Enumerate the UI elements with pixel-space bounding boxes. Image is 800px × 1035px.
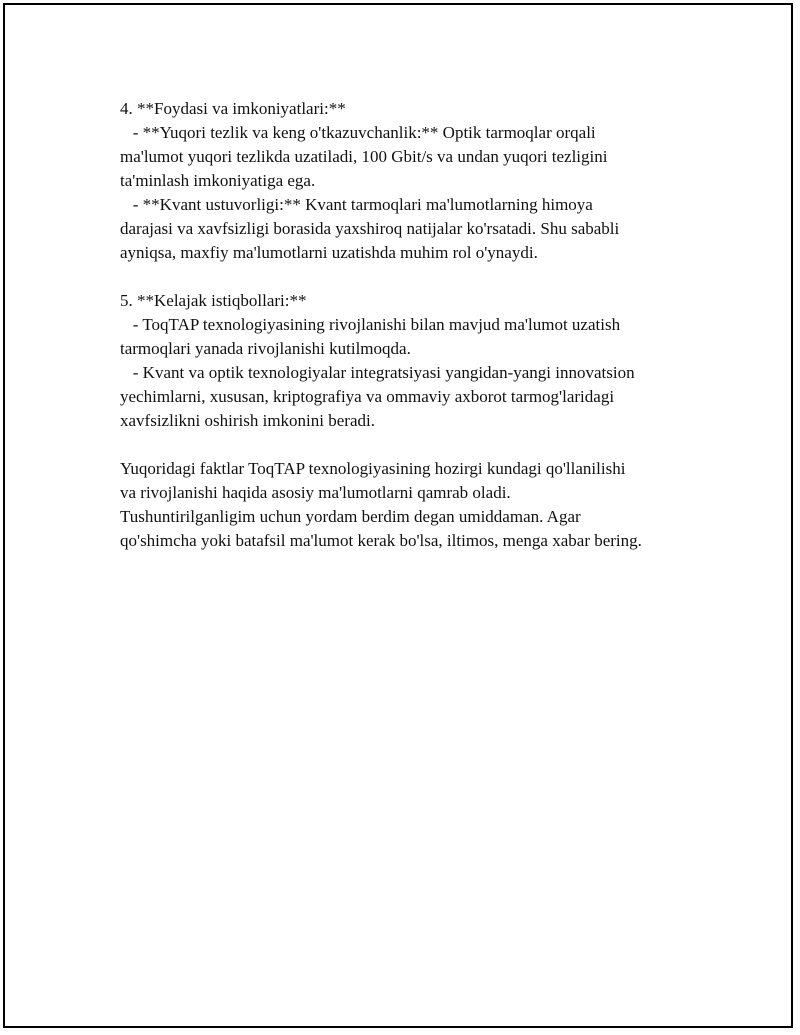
paragraph-line: - ToqTAP texnologiyasining rivojlanishi bilan mavjud ma'lumot uzatish [120, 315, 621, 334]
section-heading: 5. **Kelajak istiqbollari:** [120, 291, 307, 310]
paragraph-line: darajasi va xavfsizligi borasida yaxshiroq natijalar ko'rsatadi. Shu sababli [120, 219, 620, 238]
closing-line: Tushuntirilganligim uchun yordam berdim degan umiddaman. Agar [120, 507, 581, 526]
paragraph-line: ta'minlash imkoniyatiga ega. [120, 171, 316, 190]
paragraph-line: tarmoqlari yanada rivojlanishi kutilmoqda. [120, 339, 411, 358]
paragraph-line: ayniqsa, maxfiy ma'lumotlarni uzatishda muhim rol o'ynaydi. [120, 243, 538, 262]
paragraph-line: ma'lumot yuqori tezlikda uzatiladi, 100 Gbit/s va undan yuqori tezligini [120, 147, 608, 166]
paragraph-spacer [120, 433, 720, 457]
closing-line: va rivojlanishi haqida asosiy ma'lumotlarni qamrab oladi. [120, 483, 511, 502]
paragraph-line: - Kvant va optik texnologiyalar integratsiyasi yangidan-yangi innovatsion [120, 363, 635, 382]
paragraph-line: yechimlarni, xususan, kriptografiya va ommaviy axborot tarmog'laridagi [120, 387, 615, 406]
closing-line: qo'shimcha yoki batafsil ma'lumot kerak bo'lsa, iltimos, menga xabar bering. [120, 531, 642, 550]
paragraph-line: - **Kvant ustuvorligi:** Kvant tarmoqlari ma'lumotlarning himoya [120, 195, 593, 214]
document-body [120, 97, 720, 553]
document-page [3, 3, 793, 1028]
paragraph-spacer [120, 265, 720, 289]
paragraph-line: - **Yuqori tezlik va keng o'tkazuvchanlik:** Optik tarmoqlar orqali [120, 123, 596, 142]
paragraph-line: xavfsizlikni oshirish imkonini beradi. [120, 411, 375, 430]
closing-line: Yuqoridagi faktlar ToqTAP texnologiyasining hozirgi kundagi qo'llanilishi [120, 459, 626, 478]
section-heading: 4. **Foydasi va imkoniyatlari:** [120, 99, 346, 118]
